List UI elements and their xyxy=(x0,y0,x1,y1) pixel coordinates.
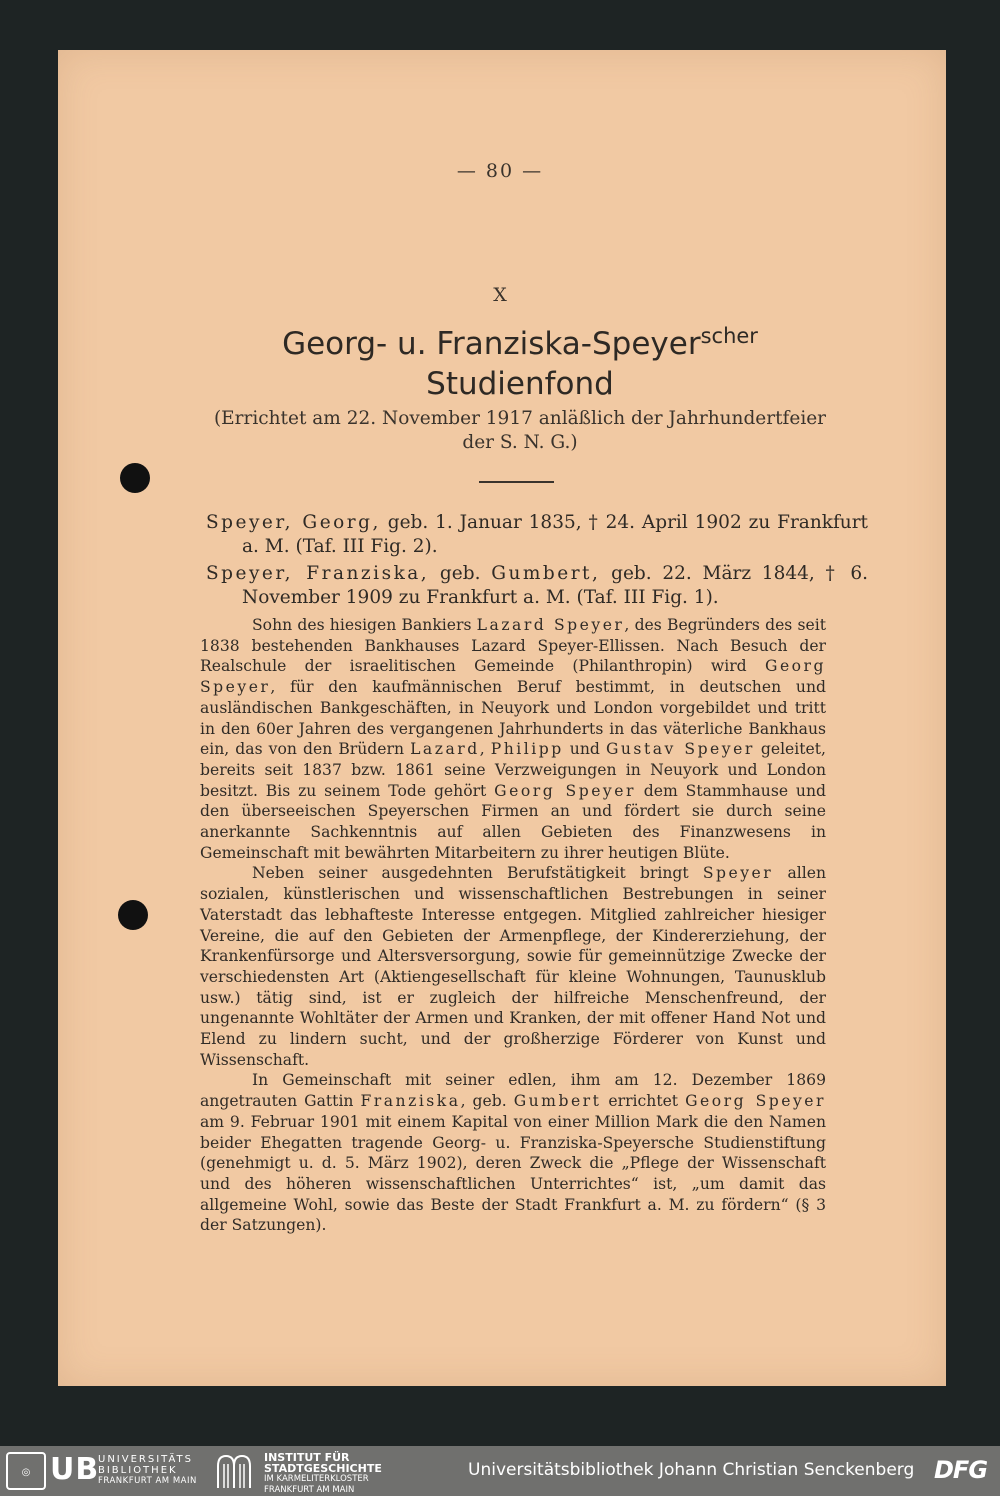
isg-line: IM KARMELITERKLOSTER xyxy=(264,1474,369,1484)
text-run: und xyxy=(563,740,606,759)
ub-line: FRANKFURT AM MAIN xyxy=(98,1476,197,1486)
isg-line: INSTITUT FÜR xyxy=(264,1451,350,1464)
text-run: , des Begründers des seit 1838 bestehenden Bankhauses Lazard Speyer-Ellissen. Nach Besuch der Realschule der israelitischen Gemeinde (Philanthropin) wird xyxy=(200,616,827,676)
library-seal-icon[interactable]: ◎ xyxy=(6,1452,46,1490)
footer-bar xyxy=(0,1446,1000,1496)
text-run: In Gemeinschaft mit seiner edlen, ihm am 12. Dezember 1869 angetrauten Gattin xyxy=(200,1071,826,1111)
spaced-name: Lazard Speyer xyxy=(476,616,625,634)
paragraph xyxy=(200,863,826,1070)
ub-line: UNIVERSITÄTS xyxy=(98,1454,194,1465)
spaced-name: Georg Speyer xyxy=(200,657,826,697)
text-run: Sohn des hiesigen Bankiers xyxy=(252,616,477,634)
spaced-name: Franziska xyxy=(360,1092,461,1111)
punch-hole xyxy=(120,463,150,493)
entry-text: geb. 22. März 1844, † 6. November 1909 zu Frankfurt a. M. (Taf. III Fig. 1). xyxy=(242,563,868,608)
text-run: geleitet, bereits seit 1837 bzw. 1861 seine Verzweigungen in Neuyork und London besitzt. Bis zu seinem Tode gehört xyxy=(200,740,826,800)
ub-line: BIBLIOTHEK xyxy=(98,1465,178,1476)
text-run: allen sozialen, künstlerischen und wissenschaftlichen Bestrebungen in seiner Vaterstadt das lebhafteste Interesse entgegen. Mitglied zahlreicher hiesiger Vereine, die auf den Gebieten der Armenpflege, der Kindererziehung, der Krankenfürsorge und Altersversorgung, sowie für gemeinnützige Zwecke der verschiedensten Art (Aktiengesellschaft für kleine Wohnungen, Taunusklub usw.) tätig sind, ist er zugleich der hilfreiche Menschenfreund, der ungenannte Wohltäter der Armen und Kranken, der mit offener Hand Not und Elend zu lindern sucht, und der großherzige Förderer von Kunst und Wissenschaft. xyxy=(200,864,826,1069)
spaced-name: Speyer xyxy=(702,864,774,883)
title-line2: Studienfond xyxy=(426,366,614,402)
entry-name: Speyer, Franziska, xyxy=(206,563,430,584)
spaced-name: Gumbert xyxy=(513,1092,602,1111)
ub-logo-text[interactable]: UB xyxy=(50,1452,100,1487)
isg-columns-icon[interactable] xyxy=(214,1452,254,1490)
spaced-name: Georg Speyer xyxy=(494,781,636,800)
entry-text: geb. 1. Januar 1835, † 24. April 1902 zu Frankfurt a. M. (Taf. III Fig. 2). xyxy=(242,512,868,557)
entry-text: geb. xyxy=(429,563,492,584)
isg-line: FRANKFURT AM MAIN xyxy=(264,1484,355,1495)
subtitle-line1: (Errichtet am 22. November 1917 anläßlich der Jahrhundertfeier xyxy=(213,408,827,429)
entry-name: Speyer, Georg, xyxy=(206,512,381,533)
isg-logo-lines xyxy=(264,1453,382,1495)
text-run: , geb. xyxy=(460,1092,514,1111)
isg-line: STADTGESCHICHTE xyxy=(264,1461,382,1475)
spaced-name: Philipp xyxy=(490,740,564,759)
section-numeral: X xyxy=(493,284,507,306)
divider-rule xyxy=(479,481,554,483)
spaced-name: Gustav Speyer xyxy=(605,740,755,759)
text-run: am 9. Februar 1901 mit einem Kapital von einer Million Mark die den Namen beider Ehegatten tragende Georg- u. Franziska-Speyersche Studienstiftung (genehmigt u. d. 5. März 1902), deren Zweck die „Pflege der Wissenschaft und des höheren wissenschaftlichen Unterrichtes“ ist, „um damit das allgemeine Wohl, sowie das Beste der Stadt Frankfurt a. M. zu fördern“ (§ 3 der Satzungen). xyxy=(200,1112,826,1235)
page-number: — 80 — xyxy=(456,160,544,182)
text-run: dem Stammhause und den überseeischen Speyerschen Firmen an und fördert sie durch seine anerkannte Sachkenntnis auf allen Gebieten des Finanzwesens in Gemeinschaft mit bewährten Mitarbeitern zu ihrer heutigen Blüte. xyxy=(200,781,827,862)
title-suffix: scher xyxy=(700,324,758,348)
library-name-link[interactable]: Universitätsbibliothek Johann Christian Senckenberg xyxy=(468,1460,915,1480)
paragraph xyxy=(200,615,826,863)
biography-entry xyxy=(206,562,868,610)
spaced-name: Georg Speyer xyxy=(685,1092,826,1111)
text-run: , für den kaufmännischen Beruf bestimmt, in deutschen und ausländischen Bankgeschäften, in Neuyork und London vorgebildet und tritt in den 60er Jahren des vergangenen Jahrhunderts in das väterliche Bankhaus ein, das von den Brüdern xyxy=(200,678,826,759)
page-title xyxy=(0,326,1000,362)
paragraph xyxy=(200,1070,826,1236)
dfg-logo[interactable]: DFG xyxy=(934,1456,988,1484)
biography-entry xyxy=(206,511,868,559)
ub-logo-lines xyxy=(98,1454,197,1487)
text-run: errichtet xyxy=(601,1092,686,1111)
text-run: , xyxy=(479,740,491,759)
entry-maiden-name: Gumbert, xyxy=(491,563,601,584)
body-text xyxy=(200,615,826,1236)
title-line1: Georg- u. Franziska-Speyer xyxy=(282,326,701,362)
spaced-name: Lazard xyxy=(410,740,480,759)
text-run: Neben seiner ausgedehnten Berufstätigkeit bringt xyxy=(252,864,703,883)
subtitle-line2: der S. N. G.) xyxy=(462,432,578,453)
punch-hole xyxy=(118,900,148,930)
